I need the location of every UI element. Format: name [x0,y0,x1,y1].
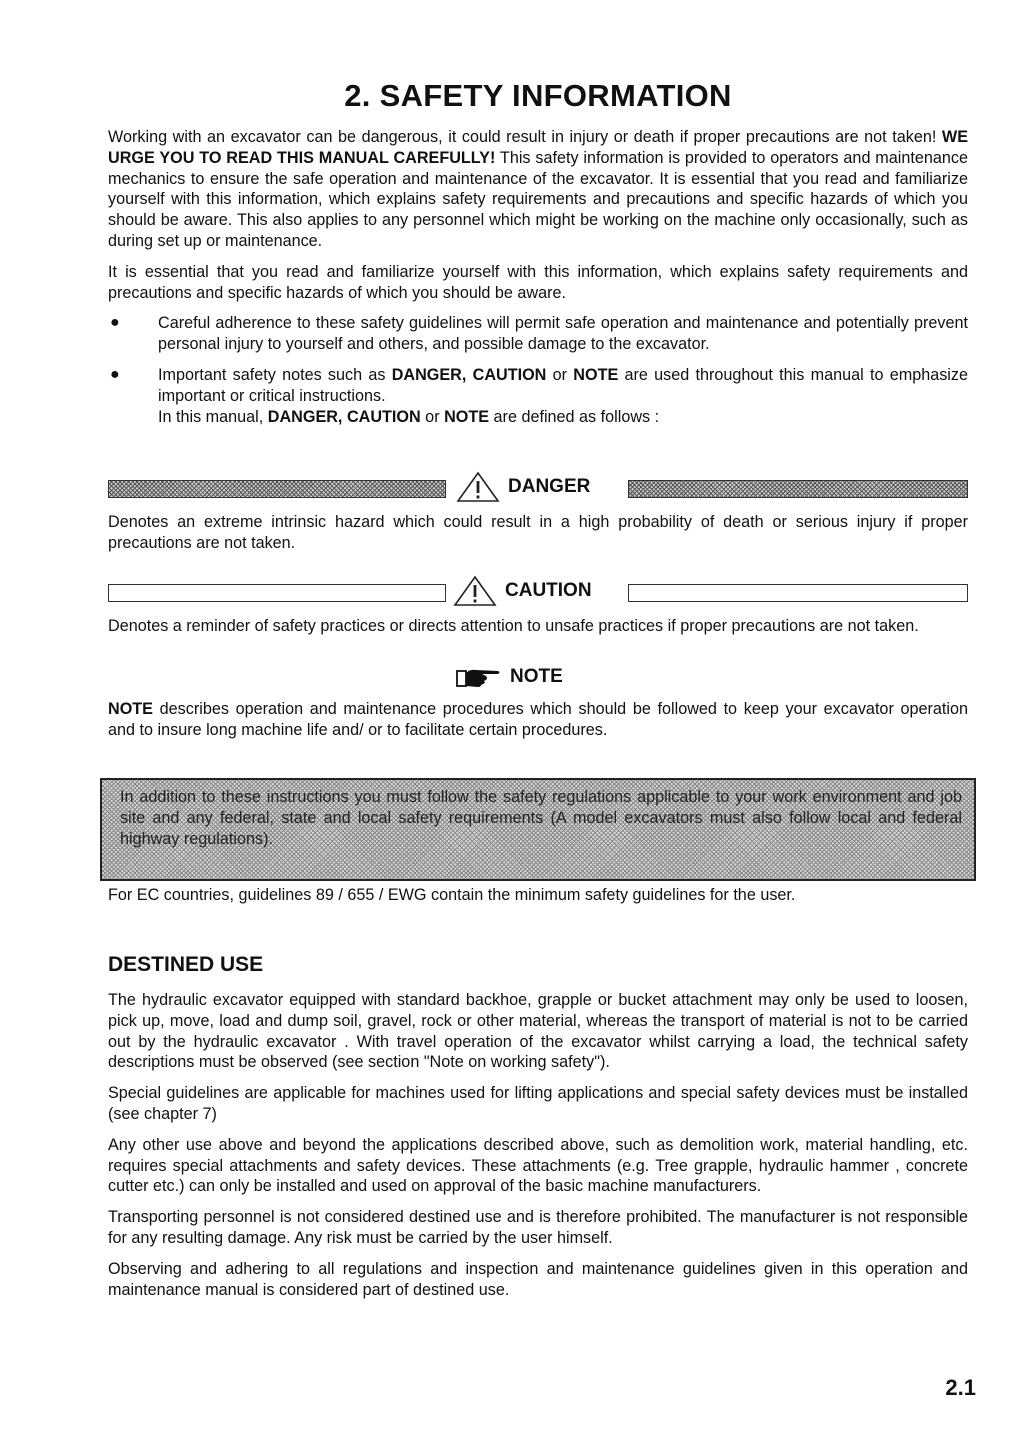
caution-description: Denotes a reminder of safety practices or directs attention to unsafe practices if proper precautions are not taken. [108,617,919,635]
page-number: 2.1 [945,1375,976,1400]
destined-use-section [108,990,968,1300]
bullet-icon: ● [110,314,120,332]
caution-bar-left [108,584,446,602]
caution-bar-right [628,584,968,602]
read-manual-warning: WE URGE YOU TO READ THIS MANUAL CAREFULLY! [108,128,968,167]
intro-section [108,127,968,427]
note-description: NOTE describes operation and maintenance procedures which should be followed to keep your excavator operation and to insure long machine life and/ or to facilitate certain procedures. [108,700,968,739]
bullet-text: Careful adherence to these safety guidelines will permit safe operation and maintenance and potentially prevent personal injury to yourself and others, and possible damage to the excavator. [158,314,968,354]
regulations-box [100,778,976,881]
danger-sign [108,471,968,501]
caution-sign [108,575,968,605]
destined-use-paragraph-2: Special guidelines are applicable for machines used for lifting applications and special safety devices must be installed (see chapter 7) [108,1084,968,1123]
intro-paragraph-2: It is essential that you read and familiarize yourself with this information, which explains safety requirements and precautions and specific hazards of which you should be aware. [108,262,968,302]
list-item [108,365,968,427]
danger-bar-left [108,480,446,498]
pointing-hand-icon [456,664,502,690]
danger-bar-right [628,480,968,498]
destined-use-paragraph-1: The hydraulic excavator equipped with standard backhoe, grapple or bucket attachment may only be used to loosen, pick up, move, load and dump soil, gravel, rock or other material, whereas the transport of material is not to be carried out by the hydraulic excavator . With travel operation of the excavator whilst carrying a load, the technical safety descriptions must be observed (see section "Note on working safety"). [108,991,968,1072]
caution-label: CAUTION [453,575,592,607]
list-item [108,313,968,355]
destined-use-paragraph-3: Any other use above and beyond the applications described above, such as demolition work, material handling, etc. requires special attachments and safety devices. These attachments (e.g. Tree grapple, hydraulic hammer , concrete cutter etc.) can only be installed and used on approval of the basic machine manufacturers. [108,1135,968,1196]
bullet-icon: ● [110,365,120,383]
regulations-text: In addition to these instructions you must follow the safety regulations applicable to your work environment and job site and any federal, state and local safety requirements (A model excavators must also follow local and federal highway regulations). [120,788,962,848]
bullet-text: Important safety notes such as DANGER, CAUTION or NOTE are used throughout this manual to emphasize important or critical instructions. [158,365,968,405]
warning-triangle-icon [453,575,497,607]
destined-use-paragraph-4: Transporting personnel is not considered destined use and is therefore prohibited. The manufacturer is not responsible for any resulting damage. Any risk must be carried by the user himself. [108,1208,968,1247]
danger-description: Denotes an extreme intrinsic hazard which could result in a high probability of death or serious injury if proper precautions are not taken. [108,513,968,552]
destined-use-paragraph-5: Observing and adhering to all regulations and inspection and maintenance guidelines given in this operation and maintenance manual is considered part of destined use. [108,1259,968,1299]
bullet-text-definition: In this manual, DANGER, CAUTION or NOTE are defined as follows : [158,407,660,426]
intro-paragraph-1: Working with an excavator can be dangerous, it could result in injury or death if proper precautions are not taken! WE URGE YOU TO READ THIS MANUAL CAREFULLY! This safety information is provided to operators and maintenance mechanics to ensure the safe operation and maintenance of the excavator. It is essential that you read and familiarize yourself with this information, which explains safety requirements and precautions and specific hazards of which you should be aware. This also applies to any personnel which might be working on the machine only occasionally, such as during set up or maintenance. [108,128,968,250]
section-heading: DESTINED USE [108,953,264,976]
danger-label: DANGER [456,471,590,503]
warning-triangle-icon [456,471,500,503]
page-title: 2. SAFETY INFORMATION [344,78,732,113]
ec-guidelines-line: For EC countries, guidelines 89 / 655 / EWG contain the minimum safety guidelines for the user. [108,886,796,904]
note-label: NOTE [456,664,563,690]
